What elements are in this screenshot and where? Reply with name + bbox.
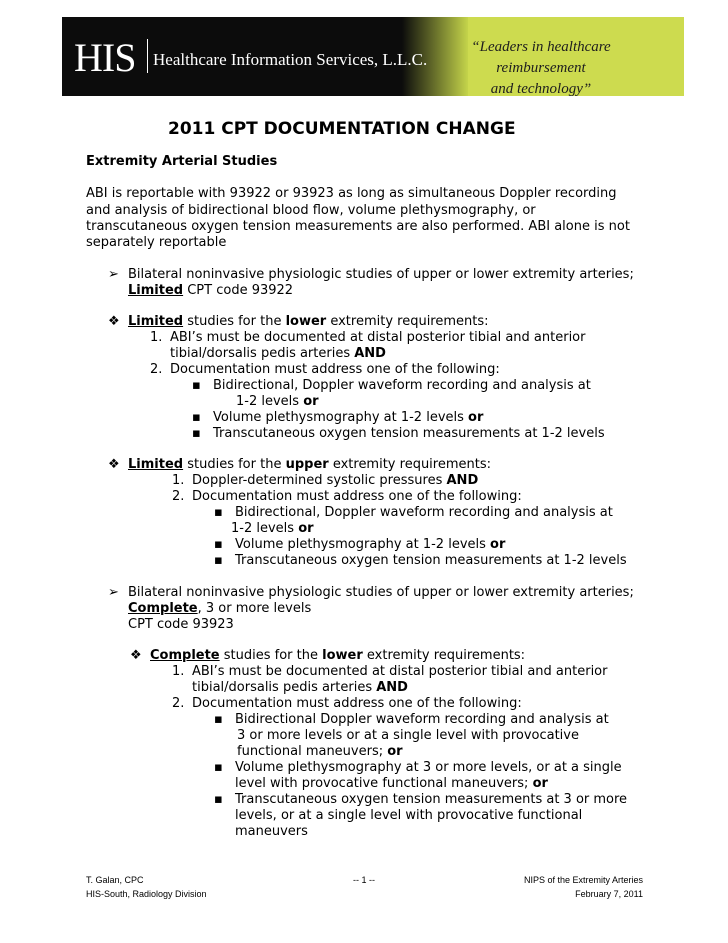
arrow-bullet-icon: ➢ xyxy=(108,267,119,282)
keyword-complete: Complete xyxy=(128,601,198,616)
square-bullet-icon: ▪ xyxy=(214,792,223,807)
s2a-item-2: Documentation must address one of the following: xyxy=(192,696,522,711)
keyword-limited: Limited xyxy=(128,283,184,298)
s2-line-3: CPT code 93923 xyxy=(128,617,234,632)
s2a-item-1-line-1: ABI’s must be documented at distal posterior tibial and anterior xyxy=(192,664,608,679)
s1b-bullet-1-line-2 xyxy=(231,521,314,536)
square-bullet-icon: ▪ xyxy=(192,378,201,393)
square-bullet-icon: ▪ xyxy=(214,760,223,775)
list-number: 1. xyxy=(150,330,163,345)
heading-end: extremity requirements: xyxy=(328,457,492,472)
cpt-code-text: CPT code 93922 xyxy=(183,283,294,298)
square-bullet-icon: ▪ xyxy=(214,553,223,568)
item-text: , 3 or more levels xyxy=(197,601,312,616)
keyword-complete: Complete xyxy=(150,648,220,663)
s2a-bullet-3-line-3: maneuvers xyxy=(235,824,308,839)
heading-end: extremity requirements: xyxy=(326,314,489,329)
s1-line-2 xyxy=(128,283,293,298)
list-number: 2. xyxy=(172,696,185,711)
his-logo: HIS xyxy=(74,35,136,80)
heading-mid: studies for the xyxy=(183,457,286,472)
s1b-heading xyxy=(128,457,491,472)
item-text: tibial/dorsalis pedis arteries xyxy=(170,346,355,361)
keyword-or: or xyxy=(532,776,548,791)
s1a-bullet-2 xyxy=(213,410,483,425)
s2a-bullet-3-line-1: Transcutaneous oxygen tension measurements at 3 or more xyxy=(235,792,628,807)
s2a-bullet-2-line-1: Volume plethysmography at 3 or more levels, or at a single xyxy=(235,760,622,775)
s1a-heading xyxy=(128,314,489,329)
keyword-or: or xyxy=(298,521,314,536)
arrow-bullet-icon: ➢ xyxy=(108,585,119,600)
logo-divider xyxy=(147,39,148,73)
s1-line-1: Bilateral noninvasive physiologic studies of upper or lower extremity arteries; xyxy=(128,267,634,282)
keyword-or: or xyxy=(303,394,319,409)
s2-line-1: Bilateral noninvasive physiologic studies of upper or lower extremity arteries; xyxy=(128,585,634,600)
s1a-bullet-3: Transcutaneous oxygen tension measurements at 1-2 levels xyxy=(213,426,605,441)
item-text: Volume plethysmography at 1-2 levels xyxy=(213,410,469,425)
s1b-bullet-3: Transcutaneous oxygen tension measurements at 1-2 levels xyxy=(235,553,627,568)
list-number: 1. xyxy=(172,664,185,679)
s1b-item-2: Documentation must address one of the following: xyxy=(192,489,522,504)
keyword-limited: Limited xyxy=(128,457,184,472)
s2a-heading xyxy=(150,648,525,663)
keyword-and: AND xyxy=(376,680,408,695)
s2a-bullet-3-line-2: levels, or at a single level with provocative functional xyxy=(235,808,583,823)
item-text: Volume plethysmography at 1-2 levels xyxy=(235,537,491,552)
s2a-item-1-line-2 xyxy=(192,680,408,695)
s1a-item-1-line-1: ABI’s must be documented at distal posterior tibial and anterior xyxy=(170,330,586,345)
heading-mid: studies for the xyxy=(183,314,286,329)
keyword-and: AND xyxy=(446,473,479,488)
list-number: 2. xyxy=(150,362,163,377)
diamond-bullet-icon: ❖ xyxy=(108,314,120,329)
s1a-item-1-line-2 xyxy=(170,346,386,361)
keyword-lower: lower xyxy=(285,314,327,329)
square-bullet-icon: ▪ xyxy=(192,426,201,441)
page-number: -- 1 -- xyxy=(353,875,375,885)
s2a-bullet-1-line-2: 3 or more levels or at a single level with provocative xyxy=(237,728,579,743)
s2a-bullet-1-line-1: Bidirectional Doppler waveform recording and analysis at xyxy=(235,712,609,727)
s1a-bullet-1-line-1: Bidirectional, Doppler waveform recording and analysis at xyxy=(213,378,591,393)
s2a-bullet-2-line-2 xyxy=(235,776,548,791)
item-text: 1-2 levels xyxy=(236,394,304,409)
s1a-bullet-1-line-2 xyxy=(236,394,319,409)
section-subtitle: Extremity Arterial Studies xyxy=(86,154,278,169)
item-text: level with provocative functional maneuvers; xyxy=(235,776,533,791)
footer-date: February 7, 2011 xyxy=(575,889,643,899)
item-text: Doppler-determined systolic pressures xyxy=(192,473,447,488)
s2-line-2 xyxy=(128,601,311,616)
item-text: 1-2 levels xyxy=(231,521,299,536)
s2a-bullet-1-line-3 xyxy=(237,744,403,759)
keyword-upper: upper xyxy=(285,457,329,472)
tagline-line-2: and technology” xyxy=(490,81,592,97)
keyword-or: or xyxy=(468,410,484,425)
page-title: 2011 CPT DOCUMENTATION CHANGE xyxy=(168,119,516,139)
list-number: 1. xyxy=(172,473,185,488)
tagline xyxy=(436,37,646,100)
s1b-bullet-2 xyxy=(235,537,505,552)
keyword-or: or xyxy=(387,744,403,759)
item-text: tibial/dorsalis pedis arteries xyxy=(192,680,377,695)
intro-line-2: and analysis of bidirectional blood flow, volume plethysmography, or xyxy=(86,203,536,218)
tagline-line-1: “Leaders in healthcare reimbursement xyxy=(471,39,611,76)
company-name: Healthcare Information Services, L.L.C. xyxy=(153,50,428,69)
footer-author: T. Galan, CPC xyxy=(86,875,144,885)
keyword-and: AND xyxy=(354,346,386,361)
intro-line-3: transcutaneous oxygen tension measurements are also performed. ABI alone is not xyxy=(86,219,630,234)
diamond-bullet-icon: ❖ xyxy=(130,648,142,663)
keyword-lower: lower xyxy=(322,648,363,663)
item-text: functional maneuvers; xyxy=(237,744,388,759)
s1b-bullet-1-line-1: Bidirectional, Doppler waveform recording and analysis at xyxy=(235,505,613,520)
square-bullet-icon: ▪ xyxy=(214,712,223,727)
keyword-limited: Limited xyxy=(128,314,184,329)
diamond-bullet-icon: ❖ xyxy=(108,457,120,472)
heading-mid: studies for the xyxy=(219,648,323,663)
heading-end: extremity requirements: xyxy=(362,648,526,663)
s1b-item-1 xyxy=(192,473,478,488)
intro-line-4: separately reportable xyxy=(86,235,227,250)
square-bullet-icon: ▪ xyxy=(192,410,201,425)
intro-line-1: ABI is reportable with 93922 or 93923 as long as simultaneous Doppler recording xyxy=(86,186,617,201)
s1a-item-2: Documentation must address one of the following: xyxy=(170,362,500,377)
square-bullet-icon: ▪ xyxy=(214,537,223,552)
footer-division: HIS-South, Radiology Division xyxy=(86,889,207,899)
square-bullet-icon: ▪ xyxy=(214,505,223,520)
list-number: 2. xyxy=(172,489,185,504)
header-banner xyxy=(62,17,684,96)
footer-doc-title: NIPS of the Extremity Arteries xyxy=(523,875,643,885)
keyword-or: or xyxy=(490,537,506,552)
